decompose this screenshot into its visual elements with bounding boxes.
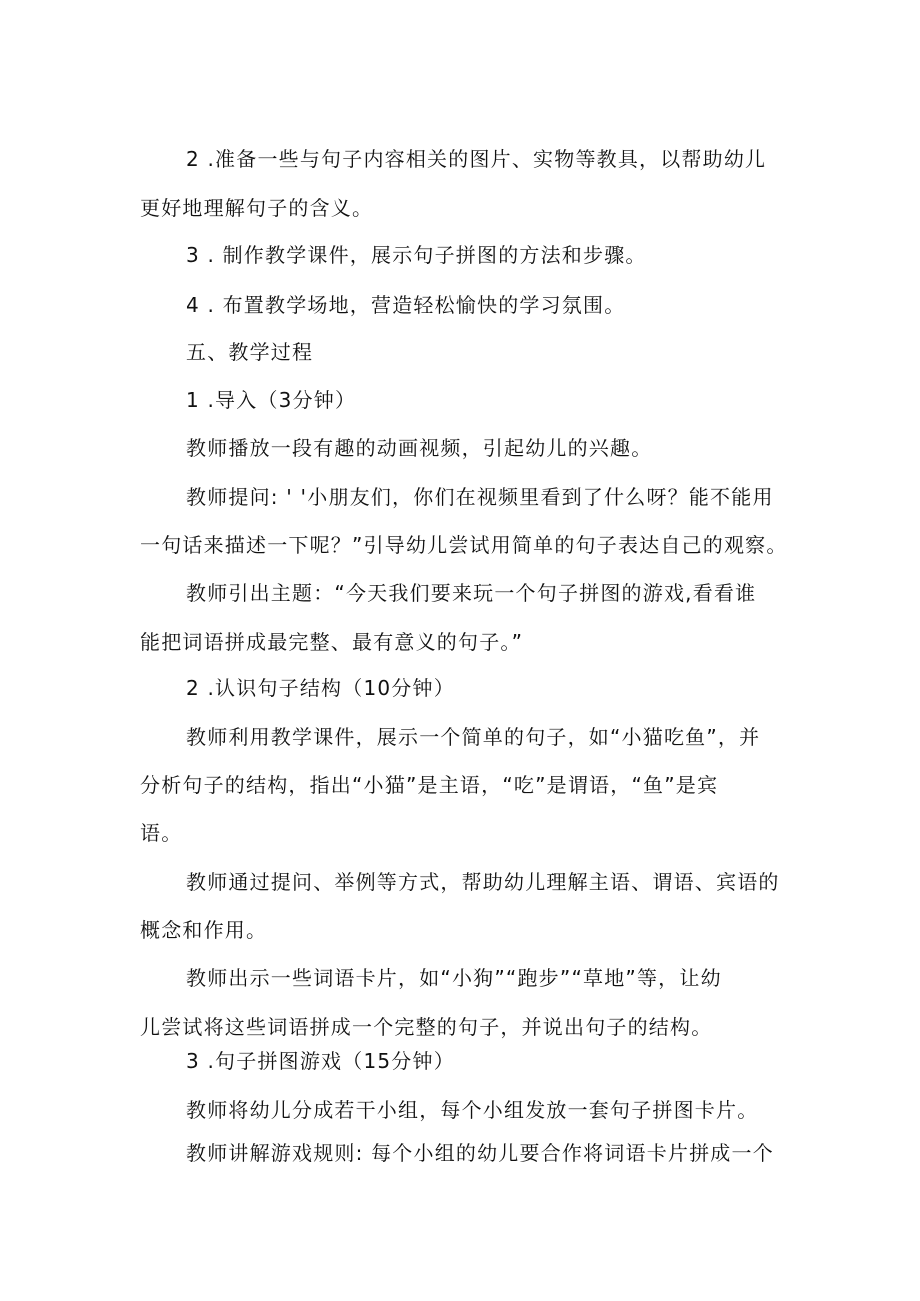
paragraph-line: 教师讲解游戏规则: 每个小组的幼儿要合作将词语卡片拼成一个 (186, 1141, 774, 1165)
paragraph-line: 4 . 布置教学场地，营造轻松愉快的学习氛围。 (186, 293, 626, 317)
paragraph-line: 教师提问: ' '小朋友们，你们在视频里看到了什么呀？能不能用 (186, 485, 774, 509)
paragraph-line: 教师将幼儿分成若干小组，每个小组发放一套句子拼图卡片。 (186, 1098, 759, 1122)
paragraph-line: 一句话来描述一下呢？”引导幼儿尝试用简单的句子表达自己的观察。 (140, 533, 788, 557)
paragraph-line: 语。 (140, 821, 183, 845)
paragraph-line: 教师通过提问、举例等方式，帮助幼儿理解主语、谓语、宾语的 (186, 870, 780, 894)
paragraph-line: 更好地理解句子的含义。 (140, 196, 374, 220)
paragraph-line: 3 . 制作教学课件，展示句子拼图的方法和步骤。 (186, 243, 647, 267)
paragraph-line: 能把词语拼成最完整、最有意义的句子。” (140, 630, 524, 654)
paragraph-line: 分析句子的结构，指出“小猫”是主语，“吃”是谓语，“鱼”是宾 (140, 773, 719, 797)
paragraph-line: 教师出示一些词语卡片，如“小狗”“跑步”“草地”等，让幼 (186, 966, 722, 990)
paragraph-line: 2 .准备一些与句子内容相关的图片、实物等教具，以帮助幼儿 (186, 147, 767, 171)
subsection-heading: 2 .认识句子结构（10分钟） (186, 676, 455, 700)
subsection-heading: 1 .导入（3分钟） (186, 388, 357, 412)
section-heading: 五、教学过程 (186, 340, 314, 364)
paragraph-line: 教师播放一段有趣的动画视频，引起幼儿的兴趣。 (186, 436, 653, 460)
paragraph-line: 概念和作用。 (140, 918, 268, 942)
paragraph-line: 教师利用教学课件，展示一个简单的句子，如“小猫吃鱼”，并 (186, 725, 761, 749)
paragraph-line: 教师引出主题：“今天我们要来玩一个句子拼图的游戏,看看谁 (186, 581, 757, 605)
subsection-heading: 3 .句子拼图游戏（15分钟） (186, 1049, 455, 1073)
paragraph-line: 儿尝试将这些词语拼成一个完整的句子，并说出句子的结构。 (140, 1015, 713, 1039)
